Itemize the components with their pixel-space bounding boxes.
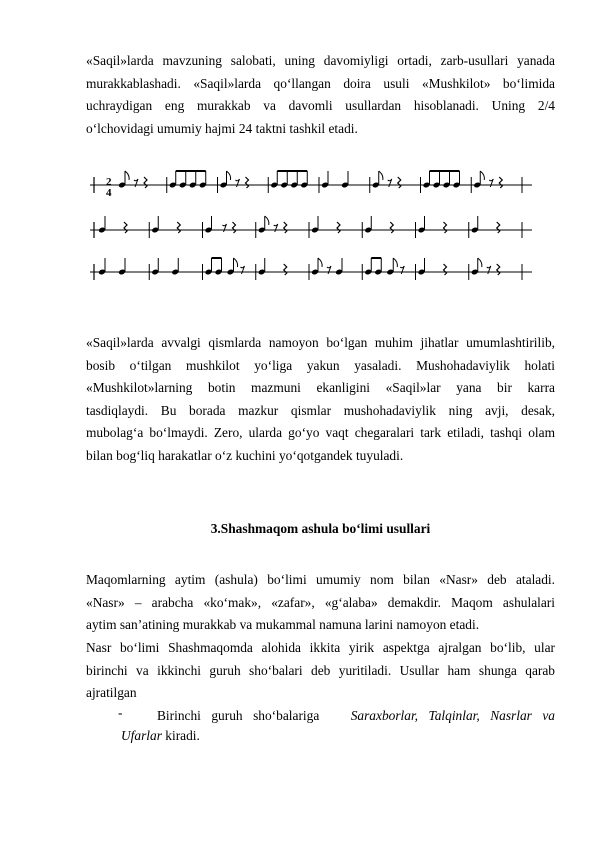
quarter-rest <box>233 222 236 233</box>
quarter-rest <box>497 264 500 275</box>
time-signature-bottom: 4 <box>106 187 112 199</box>
note-flag <box>480 171 484 180</box>
quarter-rest <box>246 177 249 188</box>
text-line: tasdiqlaydi. Bu borada mazkur qismlar mushohadaviylik ning avji, desak, <box>86 402 555 418</box>
bullet-marker: - <box>118 705 123 720</box>
eighth-rest <box>489 179 493 187</box>
text-line: murakkablashadi. «Saqil»larda qo‘llangan doira usuli «Mushkilot» bo‘limida <box>86 75 555 91</box>
eighth-rest <box>223 224 227 232</box>
rhythm-notation <box>86 152 536 292</box>
eighth-rest <box>327 266 331 274</box>
text-line: bosib o‘tilgan mushkilot yo‘liga yakun yasaladi. Mushohadaviylik holati <box>86 357 555 373</box>
bullet-items-2: Ufarlar <box>121 728 162 743</box>
quarter-rest <box>497 222 500 233</box>
text-line: «Mushkilot»larning botin mazmuni ekanligini «Saqil»lar yana bir karra <box>86 380 555 396</box>
text-line: uchraydigan eng murakkab va davomli usullardan hisoblanadi. Uning 2/4 <box>86 98 555 114</box>
text-line: «Saqil»larda mavzuning salobati, uning davomiyligi ortadi, zarb-usullari yanada <box>86 53 555 68</box>
text-line: ajratilgan <box>86 685 137 701</box>
note-flag <box>227 171 231 180</box>
bullet-line <box>157 705 555 728</box>
eighth-rest <box>400 266 404 274</box>
quarter-rest <box>398 177 401 188</box>
text-line: Nasr bo‘limi Shashmaqomda alohida ikkita yirik aspektga ajralgan bo‘lib, ular <box>86 640 555 655</box>
intro-paragraph <box>86 50 555 140</box>
quarter-rest <box>284 264 287 275</box>
bullet-items: Saraxborlar, Talqinlar, Nasrlar va <box>350 708 556 723</box>
section-heading: 3.Shashmaqom ashula bo‘limi usullari <box>210 521 431 536</box>
note-flag <box>265 216 269 225</box>
quarter-rest <box>337 222 340 233</box>
eighth-rest <box>241 266 245 274</box>
paragraph-saqil <box>86 332 555 468</box>
text-line: bilan bog‘liq harakatlar o‘z kuchini yo‘qotgandek tuyuladi. <box>86 447 404 463</box>
note-flag <box>318 258 322 267</box>
quarter-rest <box>284 222 287 233</box>
text-line: birinchi va ikkinchi guruh sho‘balari deb yuritiladi. Usullar ham shunga qarab <box>86 662 555 678</box>
text-line: aytim san’atining murakkab va mukammal namuna larini namoyon etadi. <box>86 617 480 633</box>
quarter-rest <box>499 177 502 188</box>
quarter-rest <box>444 222 447 233</box>
eighth-rest <box>274 224 278 232</box>
note-flag <box>379 171 383 180</box>
quarter-rest <box>124 222 127 233</box>
time-signature-top: 2 <box>106 176 112 188</box>
eighth-rest <box>134 179 138 187</box>
quarter-rest <box>390 222 393 233</box>
quarter-rest <box>144 177 147 188</box>
bullet-lead: Birinchi guruh sho‘balariga <box>157 708 320 723</box>
bullet-tail: kiradi. <box>161 728 200 743</box>
text-line: Maqomlarning aytim (ashula) bo‘limi umumiy nom bilan «Nasr» deb ataladi. <box>86 572 555 587</box>
note-flag <box>125 171 129 180</box>
bullet-line-2 <box>121 728 200 744</box>
eighth-rest <box>388 179 392 187</box>
paragraph-sections <box>86 637 555 705</box>
note-flag <box>234 258 238 267</box>
note-flag <box>478 258 482 267</box>
eighth-rest <box>236 179 240 187</box>
note-flag <box>393 258 397 267</box>
text-line: mubolag‘a bo‘lmaydi. Zero, ularda go‘yo vaqt chegaralari tark etiladi, tashqi olam <box>86 425 555 441</box>
quarter-rest <box>444 264 447 275</box>
text-line: «Nasr» – arabcha «ko‘mak», «zafar», «g‘alaba» demakdir. Maqom ashulalari <box>86 594 555 610</box>
eighth-rest <box>487 266 491 274</box>
text-line: o‘lchovidagi umumiy hajmi 24 taktni tashkil etadi. <box>86 120 358 136</box>
text-line: «Saqil»larda avvalgi qismlarda namoyon bo‘lgan muhim jihatlar umumlashtirilib, <box>86 335 555 350</box>
quarter-rest <box>177 222 180 233</box>
paragraph-nasr <box>86 569 555 637</box>
bullet-text <box>157 705 555 728</box>
